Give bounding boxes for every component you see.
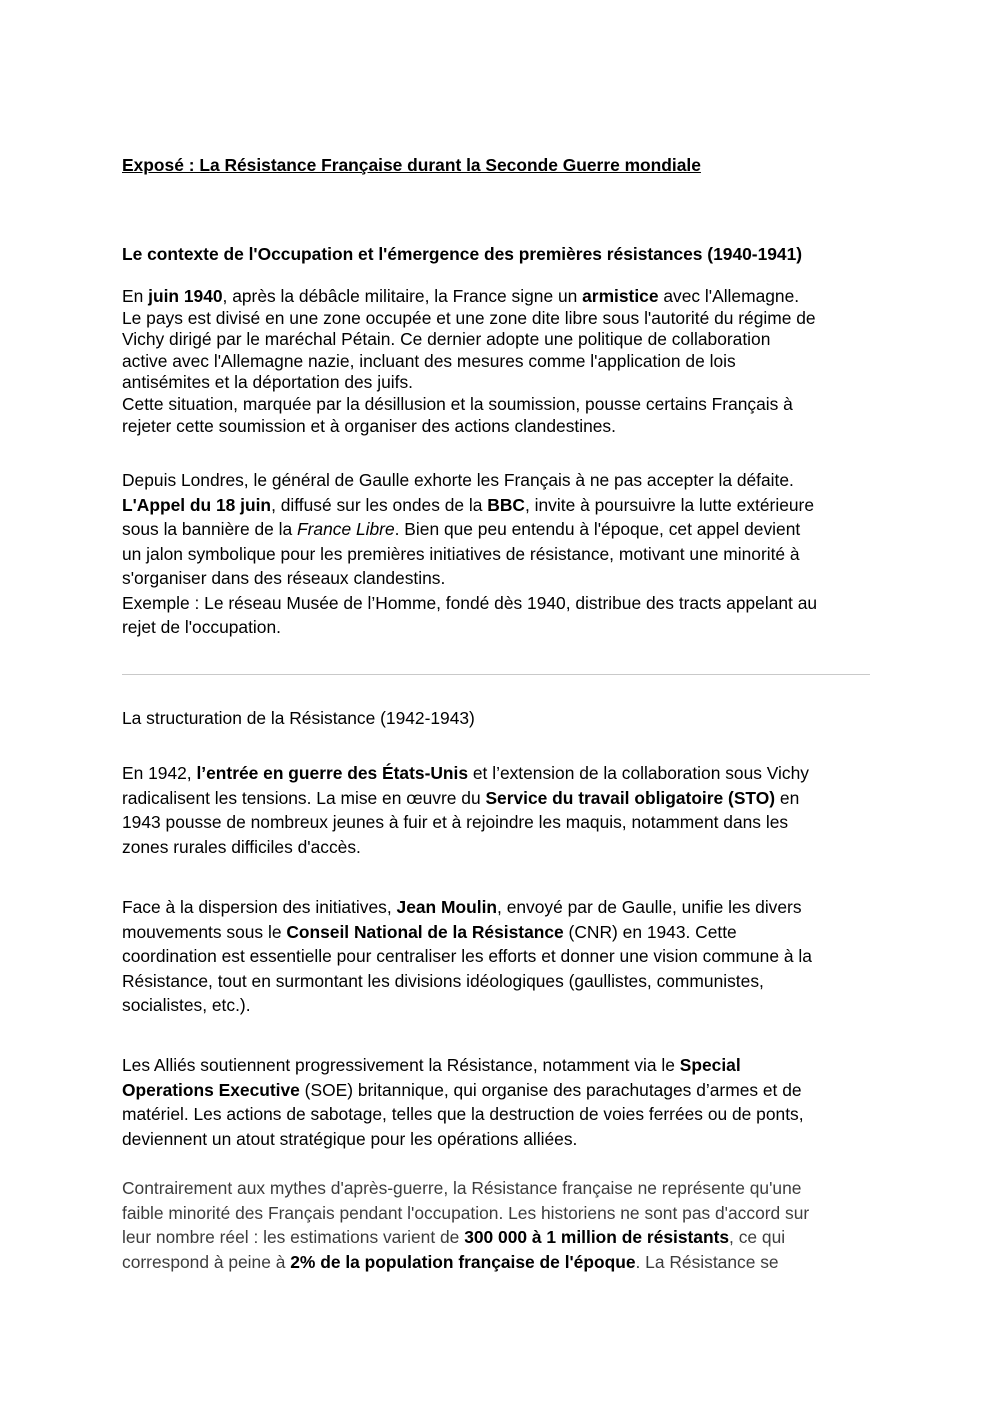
paragraph-sto: En 1942, l’entrée en guerre des États-Unis et l’extension de la collaboration sous Vichy radicalisent les tensions. La mise en œuvre du Service du travail obligatoire (STO) en 1943 pousse de nombreux jeunes à fuir et à rejoindre les maquis, notamment dans les zones rurales difficiles d'accès.	[122, 763, 809, 857]
document-title: Exposé : La Résistance Française durant la Seconde Guerre mondiale	[122, 155, 701, 175]
section-heading-structuration: La structuration de la Résistance (1942-1943)	[122, 708, 475, 728]
horizontal-divider	[122, 674, 870, 675]
paragraph-jean-moulin: Face à la dispersion des initiatives, Jean Moulin, envoyé par de Gaulle, unifie les divers mouvements sous le Conseil National de la Résistance (CNR) en 1943. Cette coordination est essentielle pour centraliser les efforts et donner une vision commune à la Résistance, tout en surmontant les divisions idéologiques (gaullistes, communistes, socialistes, etc.).	[122, 897, 812, 1015]
paragraph-nombre-resistants: Contrairement aux mythes d'après-guerre, la Résistance française ne représente qu'une faible minorité des Français pendant l'occupation. Les historiens ne sont pas d'accord sur leur nombre réel : les estimations varient de 300 000 à 1 million de résistants, ce qui correspond à peine à 2% de la population française de l'époque. La Résistance se	[122, 1178, 810, 1272]
paragraph-armistice: En juin 1940, après la débâcle militaire, la France signe un armistice avec l'Allemagne. Le pays est divisé en une zone occupée et une zone dite libre sous l'autorité du régime de Vichy dirigé par le maréchal Pétain. Ce dernier adopte une politique de collaboration active avec l'Allemagne nazie, incluant des mesures comme l'application de lois antisémites et la déportation des juifs. Cette situation, marquée par la désillusion et la soumission, pousse certains Français à rejeter cette soumission et à organiser des actions clandestines.	[122, 286, 816, 436]
paragraph-allies-soe: Les Alliés soutiennent progressivement la Résistance, notamment via le Special Operations Executive (SOE) britannique, qui organise des parachutages d’armes et de matériel. Les actions de sabotage, telles que la destruction de voies ferrées ou de ponts, deviennent un atout stratégique pour les opérations alliées.	[122, 1055, 804, 1149]
paragraph-appel-18-juin: Depuis Londres, le général de Gaulle exhorte les Français à ne pas accepter la défaite. L'Appel du 18 juin, diffusé sur les ondes de la BBC, invite à poursuivre la lutte extérieure sous la bannière de la France Libre. Bien que peu entendu à l'époque, cet appel devient un jalon symbolique pour les premières initiatives de résistance, motivant une minorité à s'organiser dans des réseaux clandestins. Exemple : Le réseau Musée de l’Homme, fondé dès 1940, distribue des tracts appelant au rejet de l'occupation.	[122, 470, 818, 637]
section-heading-occupation: Le contexte de l'Occupation et l'émergence des premières résistances (1940-1941)	[122, 244, 803, 264]
